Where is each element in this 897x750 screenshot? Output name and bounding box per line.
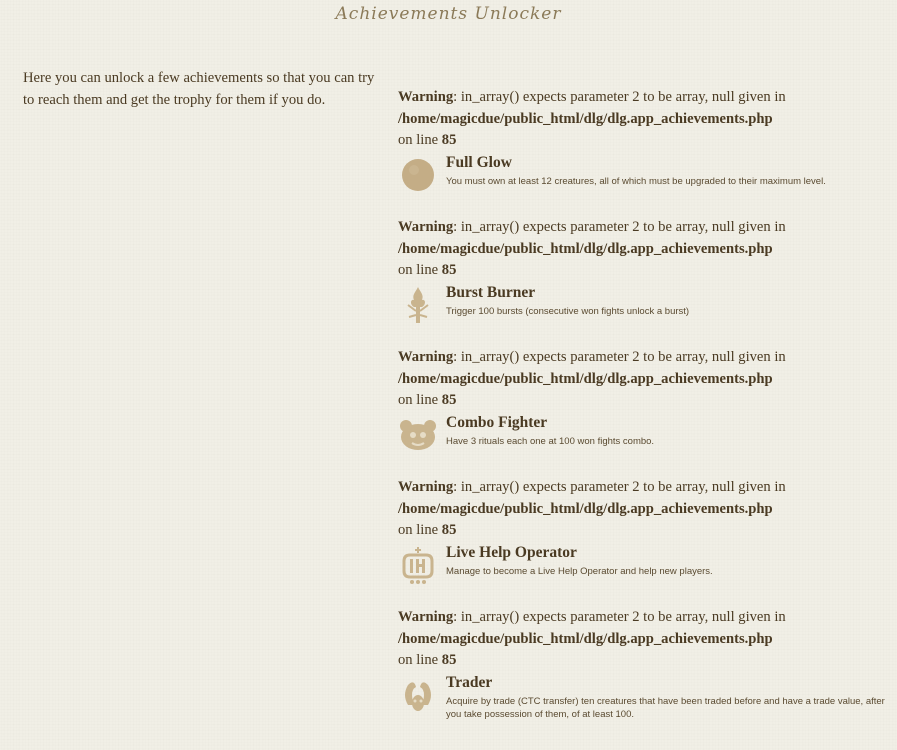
warning-message: : in_array() expects parameter 2 to be array, null given in <box>453 89 786 105</box>
warning-label: Warning <box>398 219 454 235</box>
warning-path: /home/magicdue/public_html/dlg/dlg.app_achievements.php <box>398 630 773 647</box>
achievement-item <box>398 543 888 585</box>
lho-emblem-icon <box>398 545 438 585</box>
php-warning <box>398 347 888 412</box>
php-warning <box>398 477 888 542</box>
warning-path: /home/magicdue/public_html/dlg/dlg.app_achievements.php <box>398 110 773 127</box>
warning-line-number: 85 <box>441 522 457 538</box>
achievement-list <box>398 87 888 737</box>
warning-label: Warning <box>398 349 454 365</box>
warning-line-number: 85 <box>441 262 457 278</box>
achievement-block <box>398 87 888 217</box>
achievement-description: Acquire by trade (CTC transfer) ten creatures that have been traded before and have a trade value, after you take possession of them, of at least 100. <box>446 695 885 720</box>
achievement-description: You must own at least 12 creatures, all of which must be upgraded to their maximum level. <box>446 175 826 187</box>
warning-line-prefix: on line <box>398 522 439 538</box>
flame-torch-icon <box>398 285 438 325</box>
php-warning <box>398 87 888 152</box>
warning-line-prefix: on line <box>398 132 439 148</box>
achievement-name: Combo Fighter <box>446 413 548 431</box>
warning-path: /home/magicdue/public_html/dlg/dlg.app_achievements.php <box>398 500 773 517</box>
php-warning <box>398 217 888 282</box>
warning-path: /home/magicdue/public_html/dlg/dlg.app_achievements.php <box>398 240 773 257</box>
achievement-block <box>398 477 888 607</box>
page-title: Achievements Unlocker <box>335 4 562 24</box>
intro-text: Here you can unlock a few achievements so that you can try to reach them and get the trophy for them if you do. <box>23 70 375 108</box>
warning-line-number: 85 <box>441 392 457 408</box>
achievement-item <box>398 283 888 325</box>
warning-message: : in_array() expects parameter 2 to be array, null given in <box>453 349 786 365</box>
warning-line-number: 85 <box>441 652 457 668</box>
achievement-name: Full Glow <box>446 153 512 171</box>
warning-label: Warning <box>398 609 454 625</box>
warning-message: : in_array() expects parameter 2 to be array, null given in <box>453 219 786 235</box>
fighter-creature-icon <box>398 415 438 455</box>
achievement-item <box>398 413 888 455</box>
glow-orb-icon <box>398 155 438 195</box>
trader-creature-icon <box>398 675 438 715</box>
warning-message: : in_array() expects parameter 2 to be array, null given in <box>453 479 786 495</box>
achievement-name: Live Help Operator <box>446 543 577 561</box>
achievement-description: Manage to become a Live Help Operator and help new players. <box>446 565 713 577</box>
achievement-item <box>398 153 888 195</box>
achievement-block <box>398 347 888 477</box>
achievement-name: Trader <box>446 673 493 691</box>
warning-label: Warning <box>398 89 454 105</box>
warning-message: : in_array() expects parameter 2 to be array, null given in <box>453 609 786 625</box>
achievement-item <box>398 673 888 721</box>
warning-path: /home/magicdue/public_html/dlg/dlg.app_achievements.php <box>398 370 773 387</box>
warning-line-number: 85 <box>441 132 457 148</box>
warning-line-prefix: on line <box>398 392 439 408</box>
achievement-block <box>398 217 888 347</box>
achievement-description: Trigger 100 bursts (consecutive won fights unlock a burst) <box>446 305 690 317</box>
warning-line-prefix: on line <box>398 262 439 278</box>
warning-label: Warning <box>398 479 454 495</box>
achievement-description: Have 3 rituals each one at 100 won fights combo. <box>446 435 655 447</box>
php-warning <box>398 607 888 672</box>
achievement-name: Burst Burner <box>446 283 536 301</box>
achievement-block <box>398 607 888 737</box>
warning-line-prefix: on line <box>398 652 439 668</box>
